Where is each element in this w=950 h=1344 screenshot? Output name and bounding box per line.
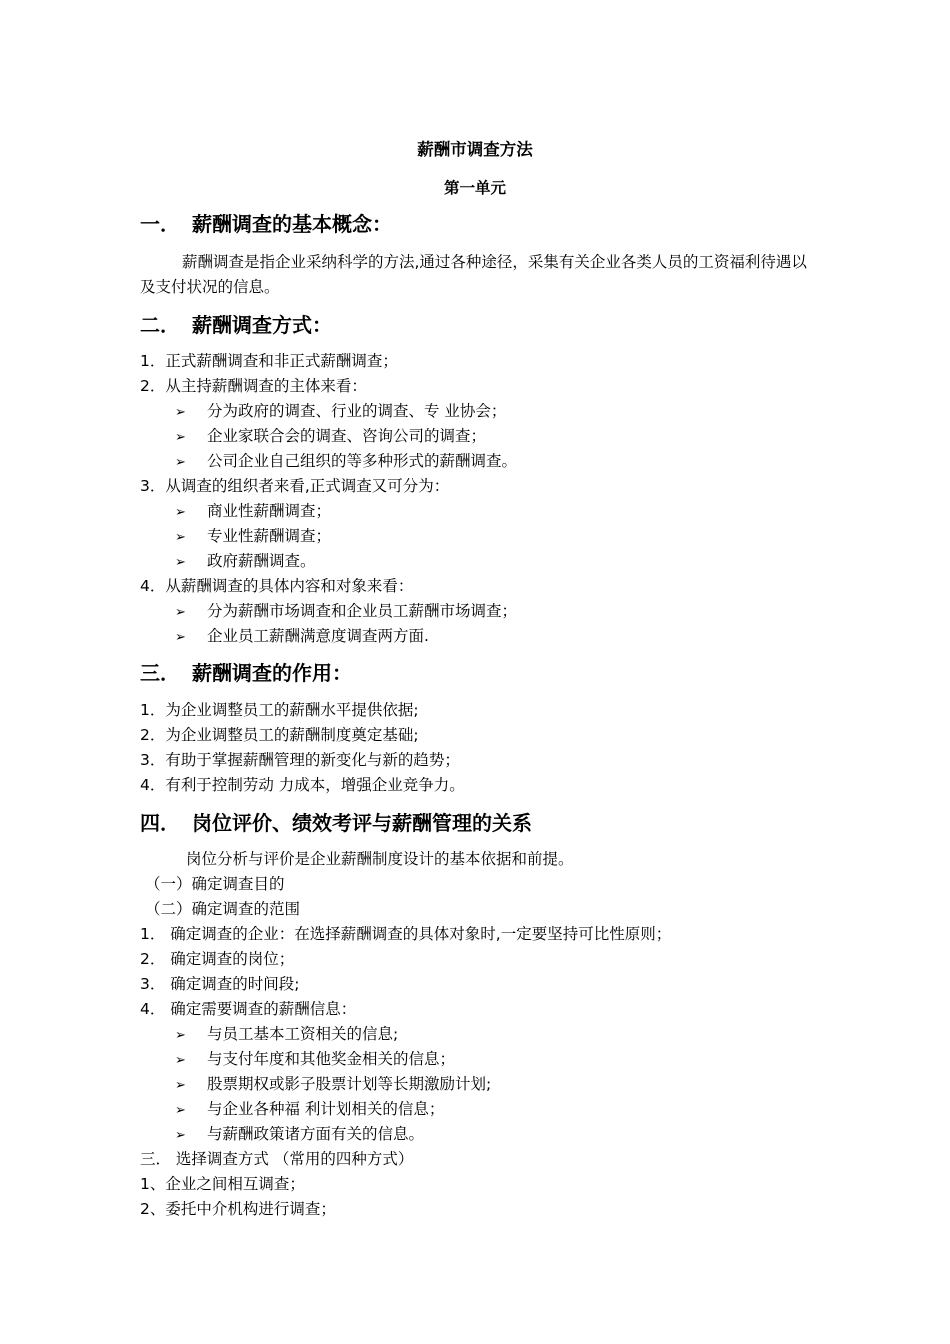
- list-item: 1．正式薪酬调查和非正式薪酬调查；: [140, 352, 398, 370]
- arrow-bullet-icon: ➢: [175, 605, 186, 620]
- bullet-item: ➢ 股票期权或影子股票计划等长期激励计划;: [175, 1074, 491, 1096]
- bullet-item: ➢ 政府薪酬调查。: [175, 551, 316, 573]
- section-4-heading: [140, 810, 532, 836]
- section-title: 薪酬调查的基本概念：: [192, 212, 392, 236]
- section-1-paragraph: 薪酬调查是指企业采纳科学的方法,通过各种途径，采集有关企业各类人员的工资福利待遇以及支付状况的信息。: [140, 253, 807, 296]
- bullet-item: ➢ 与企业各种福 利计划相关的信息；: [175, 1099, 444, 1121]
- list-item: 4．从薪酬调查的具体内容和对象来看：: [140, 577, 414, 595]
- arrow-bullet-icon: ➢: [175, 1128, 186, 1143]
- list-item: 三． 选择调查方式 （常用的四种方式）: [140, 1150, 414, 1168]
- arrow-bullet-icon: ➢: [175, 405, 186, 420]
- bullet-item: ➢ 与支付年度和其他奖金相关的信息；: [175, 1049, 455, 1071]
- section-2-heading: [140, 312, 332, 338]
- document-subtitle: 第一单元: [443, 179, 506, 197]
- list-item: 1、企业之间相互调查；: [140, 1175, 305, 1193]
- arrow-bullet-icon: ➢: [175, 1103, 186, 1118]
- list-item: （二）确定调查的范围: [145, 900, 301, 918]
- list-item: 3．从调查的组织者来看,正式调查又可分为：: [140, 477, 450, 495]
- list-item: 1．为企业调整员工的薪酬水平提供依据;: [140, 701, 419, 719]
- list-item: 2．为企业调整员工的薪酬制度奠定基础;: [140, 726, 419, 744]
- bullet-item: ➢ 与员工基本工资相关的信息;: [175, 1024, 398, 1046]
- bullet-item: ➢ 分为政府的调查、行业的调查、专 业协会；: [175, 401, 506, 423]
- list-item: 3．有助于掌握薪酬管理的新变化与新的趋势；: [140, 751, 460, 769]
- section-title: 薪酬调查方式：: [192, 313, 332, 337]
- arrow-bullet-icon: ➢: [175, 555, 186, 570]
- bullet-item: ➢ 企业员工薪酬满意度调查两方面.: [175, 626, 429, 648]
- arrow-bullet-icon: ➢: [175, 430, 186, 445]
- list-item: 1． 确定调查的企业：在选择薪酬调查的具体对象时,一定要坚持可比性原则；: [140, 925, 672, 943]
- document-title: 薪酬市调查方法: [417, 140, 533, 159]
- bullet-item: ➢ 专业性薪酬调查；: [175, 526, 331, 548]
- arrow-bullet-icon: ➢: [175, 1078, 186, 1093]
- bullet-item: ➢ 企业家联合会的调查、咨询公司的调查；: [175, 426, 486, 448]
- section-title: 岗位评价、绩效考评与薪酬管理的关系: [192, 811, 532, 835]
- arrow-bullet-icon: ➢: [175, 1028, 186, 1043]
- arrow-bullet-icon: ➢: [175, 530, 186, 545]
- section-1-heading: [140, 211, 392, 237]
- bullet-item: ➢ 公司企业自己组织的等多种形式的薪酬调查。: [175, 451, 517, 473]
- section-number: 一．: [140, 212, 180, 236]
- arrow-bullet-icon: ➢: [175, 505, 186, 520]
- list-item: （一）确定调查目的: [145, 875, 285, 893]
- list-item: 2．从主持薪酬调查的主体来看：: [140, 377, 367, 395]
- section-number: 二．: [140, 313, 180, 337]
- section-number: 四．: [140, 811, 180, 835]
- list-item: 2． 确定调查的岗位；: [140, 950, 295, 968]
- bullet-item: ➢ 分为薪酬市场调查和企业员工薪酬市场调查；: [175, 601, 517, 623]
- list-item: 3． 确定调查的时间段;: [140, 975, 300, 993]
- section-4-intro: 岗位分析与评价是企业薪酬制度设计的基本依据和前提。: [186, 850, 574, 868]
- list-item: 2、委托中介机构进行调查；: [140, 1200, 336, 1218]
- section-number: 三．: [140, 661, 180, 685]
- arrow-bullet-icon: ➢: [175, 630, 186, 645]
- arrow-bullet-icon: ➢: [175, 1053, 186, 1068]
- section-3-heading: [140, 660, 352, 686]
- list-item: 4．有利于控制劳动 力成本，增强企业竞争力。: [140, 776, 465, 794]
- list-item: 4． 确定需要调查的薪酬信息：: [140, 1000, 357, 1018]
- section-title: 薪酬调查的作用：: [192, 661, 352, 685]
- bullet-item: ➢ 与薪酬政策诸方面有关的信息。: [175, 1124, 424, 1146]
- bullet-item: ➢ 商业性薪酬调查；: [175, 501, 331, 523]
- arrow-bullet-icon: ➢: [175, 455, 186, 470]
